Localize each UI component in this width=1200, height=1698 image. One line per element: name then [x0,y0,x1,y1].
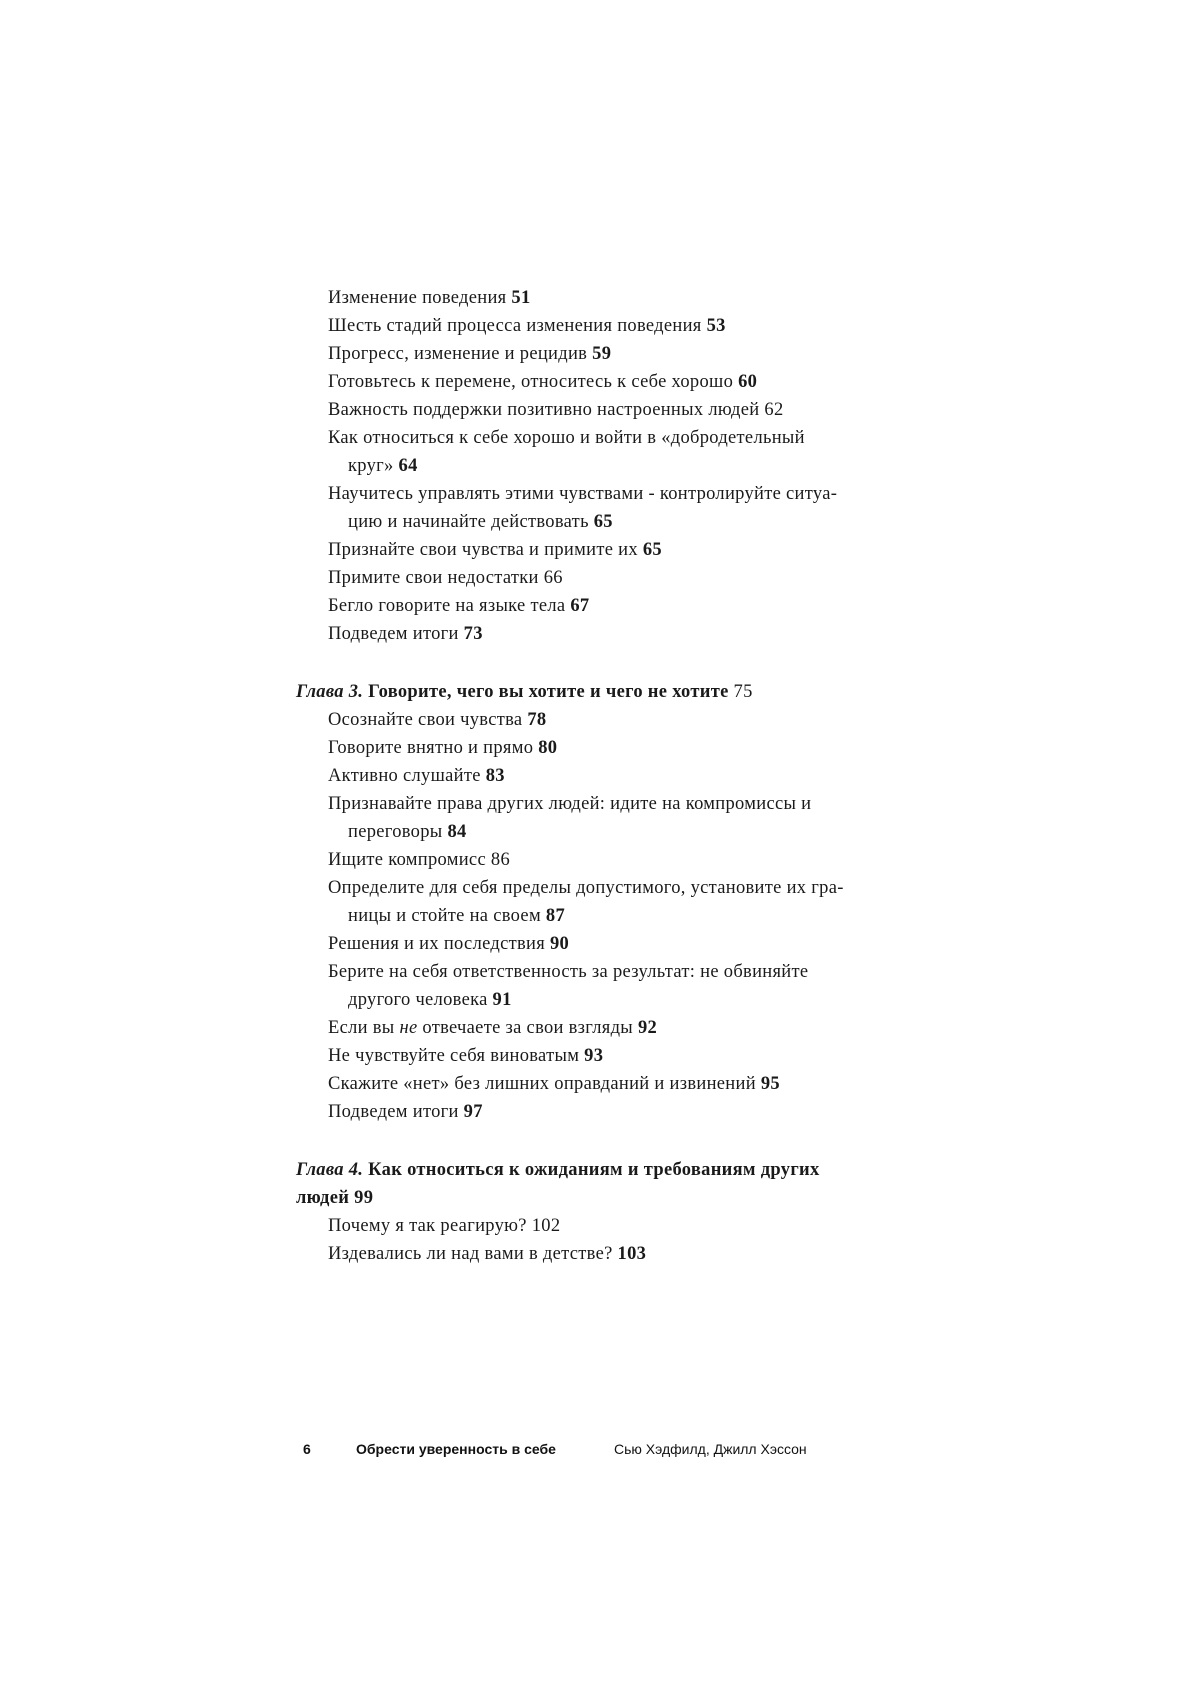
toc-entry [328,400,784,421]
chapter-title: Говорите, чего вы хотите и чего не хотите [368,682,729,702]
toc-entry-title: Прогресс, изменение и рецидив [328,344,588,364]
toc-entry-page: 66 [543,568,563,588]
chapter-heading-continuation [296,1188,373,1209]
toc-entry-continuation [348,906,565,927]
toc-entry-page: 90 [549,934,570,954]
toc-entry-title-cont: переговоры [348,822,443,842]
toc-entry [328,1074,780,1095]
chapter-title: Как относиться к ожиданиям и требованиям других [368,1160,820,1180]
toc-entry-continuation [348,512,613,533]
toc-entry-page: 73 [463,624,483,644]
toc-entry-title: Говорите внятно и прямо [328,738,534,758]
toc-entry-continuation [348,990,512,1011]
toc-entry [328,1244,646,1265]
toc-entry-page: 95 [760,1074,780,1094]
toc-entry-continuation [348,456,418,477]
toc-entry-title: Признайте свои чувства и примите их [328,540,638,560]
toc-entry-title: Почему я так реагирую? [328,1216,527,1236]
toc-entry-page: 87 [545,906,566,926]
toc-entry [328,878,844,899]
toc-entry-title: Берите на себя ответственность за результат: не обвиняйте [328,962,809,982]
toc-entry-title: Скажите «нет» без лишних оправданий и извинений [328,1074,756,1094]
toc-entry-page: 65 [593,512,613,532]
toc-entry-page: 78 [527,710,547,730]
toc-entry-title-cont: цию и начинайте действовать [348,512,589,532]
toc-entry-page: 86 [490,850,511,870]
toc-entry [328,344,611,365]
toc-entry-title: Ищите компромисс [328,850,486,870]
toc-entry-title: Научитесь управлять этими чувствами - контролируйте ситуа- [328,484,838,504]
toc-entry-title: Издевались ли над вами в детстве? [328,1244,613,1264]
toc-entry-page: 51 [511,288,531,308]
toc-entry-page: 53 [706,316,726,336]
toc-entry-title: Важность поддержки позитивно настроенных людей [328,400,760,420]
toc-entry [328,710,546,731]
toc-entry-title: Осознайте свои чувства [328,710,523,730]
toc-entry-title-part: Если вы [328,1018,400,1038]
toc-entry [328,1216,560,1237]
toc-entry-title: Не чувствуйте себя виноватым [328,1046,580,1066]
toc-entry-page: 62 [764,400,784,420]
toc-entry [328,540,662,561]
toc-entry-title: Решения и их последствия [328,934,546,954]
toc-entry-title: Бегло говорите на языке тела [328,596,566,616]
toc-entry-page: 91 [492,990,512,1010]
toc-entry-title: Активно слушайте [328,766,481,786]
chapter-label: Глава 4. [296,1160,364,1180]
toc-entry [328,484,837,505]
book-title: Обрести уверенность в себе [356,1441,556,1457]
toc-entry-page: 93 [584,1046,604,1066]
toc-entry-page: 102 [531,1216,561,1236]
chapter-label: Глава 3. [296,682,364,702]
toc-entry-page: 84 [447,822,467,842]
toc-entry-continuation [348,822,467,843]
chapter-heading [296,1160,820,1181]
chapter-page: 99 [354,1188,374,1208]
page-number: 6 [303,1441,311,1457]
toc-entry-page: 59 [592,344,612,364]
toc-entry-title-cont: другого человека [348,990,488,1010]
toc-entry-title-italic: не [399,1018,418,1038]
toc-entry-page: 97 [463,1102,483,1122]
toc-entry-title: Готовьтесь к перемене, относитесь к себе хорошо [328,372,734,392]
toc-entry-page: 80 [538,738,558,758]
toc-entry-title-cont: круг» [348,456,394,476]
chapter-heading [296,682,753,703]
toc-entry [328,624,483,645]
toc-entry-page: 83 [485,766,505,786]
toc-entry [328,962,808,983]
toc-entry-title: Признавайте права других людей: идите на компромиссы и [328,794,812,814]
toc-entry [328,934,569,955]
toc-entry [328,596,589,617]
chapter-title-cont: людей [296,1188,350,1208]
toc-entry [328,568,563,589]
toc-entry [328,1046,603,1067]
toc-entry [328,372,757,393]
book-authors: Сью Хэдфилд, Джилл Хэссон [614,1441,807,1457]
chapter-page: 75 [733,682,753,702]
toc-entry-title: Подведем итоги [328,1102,459,1122]
toc-entry [328,288,531,309]
toc-entry [328,428,805,449]
toc-entry-page: 103 [617,1244,647,1264]
toc-entry [328,1018,657,1039]
toc-entry-title: Как относиться к себе хорошо и войти в «добродетельный [328,428,805,448]
toc-entry-title: Подведем итоги [328,624,459,644]
toc-entry [328,794,811,815]
toc-entry-title: Определите для себя пределы допустимого, установите их гра- [328,878,844,898]
toc-entry-title: Примите свои недостатки [328,568,539,588]
toc-entry [328,738,557,759]
toc-entry [328,1102,483,1123]
toc-entry-title-part: отвечаете за свои взгляды [417,1018,634,1038]
toc-entry [328,316,726,337]
toc-entry-title: Изменение поведения [328,288,507,308]
toc-entry-title-cont: ницы и стойте на своем [348,906,541,926]
toc-entry [328,766,505,787]
toc-entry-page: 67 [570,596,590,616]
toc-entry-title: Шесть стадий процесса изменения поведения [328,316,702,336]
toc-entry-page: 65 [642,540,662,560]
toc-entry-page: 92 [637,1018,658,1038]
toc-entry [328,850,510,871]
toc-entry-page: 60 [738,372,758,392]
toc-entry-page: 64 [398,456,418,476]
